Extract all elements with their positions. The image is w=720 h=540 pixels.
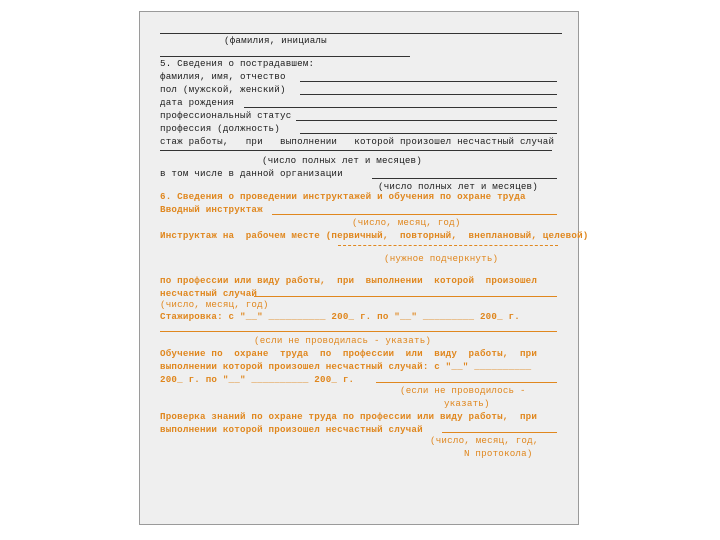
education-hint-1: (если не проводилось - xyxy=(400,385,526,396)
experience-label: стаж работы, при выполнении которой произошел несчастный случай xyxy=(160,136,555,147)
check-line-1: Проверка знаний по охране труда по профессии или виду работы, при xyxy=(160,411,538,422)
section-6-title: 6. Сведения о проведении инструктажей и обучения по охране труда xyxy=(160,191,526,202)
underline-hint: (нужное подчеркнуть) xyxy=(384,253,499,264)
check-hint-1: (число, месяц, год, xyxy=(430,435,539,446)
education-line-3: 200_ г. по "__" __________ 200_ г. xyxy=(160,374,355,385)
intro-briefing-field[interactable] xyxy=(272,214,557,215)
sex-label: пол (мужской, женский) xyxy=(160,84,286,95)
experience-field[interactable] xyxy=(160,150,552,151)
workplace-briefing-label: Инструктаж на рабочем месте (первичный, повторный, внеплановый, целевой) xyxy=(160,230,589,241)
check-field[interactable] xyxy=(442,432,557,433)
status-field[interactable] xyxy=(296,120,557,121)
dob-label: дата рождения xyxy=(160,97,235,108)
education-hint-2: указать) xyxy=(444,398,490,409)
full-name-field[interactable] xyxy=(300,81,557,82)
dob-field[interactable] xyxy=(244,107,557,108)
not-done-hint: (если не проводилась - указать) xyxy=(254,335,432,346)
education-line-1: Обучение по охране труда по профессии или виду работы, при xyxy=(160,348,538,359)
education-note-field[interactable] xyxy=(376,382,557,383)
org-hint: (число полных лет и месяцев) xyxy=(378,181,538,192)
internship-line: Стажировка: с "__" __________ 200_ г. по "__" _________ 200_ г. xyxy=(160,311,520,322)
profession-line-1: по профессии или виду работы, при выполнении которой произошел xyxy=(160,275,538,286)
profession-field[interactable] xyxy=(300,133,557,134)
check-line-2: выполнении которой произошел несчастный случай xyxy=(160,424,423,435)
experience-hint: (число полных лет и месяцев) xyxy=(262,155,422,166)
sex-field[interactable] xyxy=(300,94,557,95)
name-hint: (фамилия, инициалы xyxy=(224,35,327,46)
education-line-2: выполнении которой произошел несчастный случай: с "__" __________ xyxy=(160,361,532,372)
intro-briefing-label: Вводный инструктаж xyxy=(160,204,263,215)
status-label: профессиональный статус xyxy=(160,110,292,121)
date-hint-1: (число, месяц, год) xyxy=(352,217,461,228)
profession-date-field[interactable] xyxy=(254,296,557,297)
section-5-title: 5. Сведения о пострадавшем: xyxy=(160,58,315,69)
profession-line-2: несчастный случай xyxy=(160,288,258,299)
workplace-type-field[interactable] xyxy=(338,245,558,246)
org-field[interactable] xyxy=(372,178,557,179)
org-label: в том числе в данной организации xyxy=(160,168,343,179)
profession-label: профессия (должность) xyxy=(160,123,280,134)
check-hint-2: N протокола) xyxy=(464,448,533,459)
date-hint-2: (число, месяц, год) xyxy=(160,299,269,310)
internship-note-field[interactable] xyxy=(160,331,557,332)
full-name-label: фамилия, имя, отчество xyxy=(160,71,286,82)
